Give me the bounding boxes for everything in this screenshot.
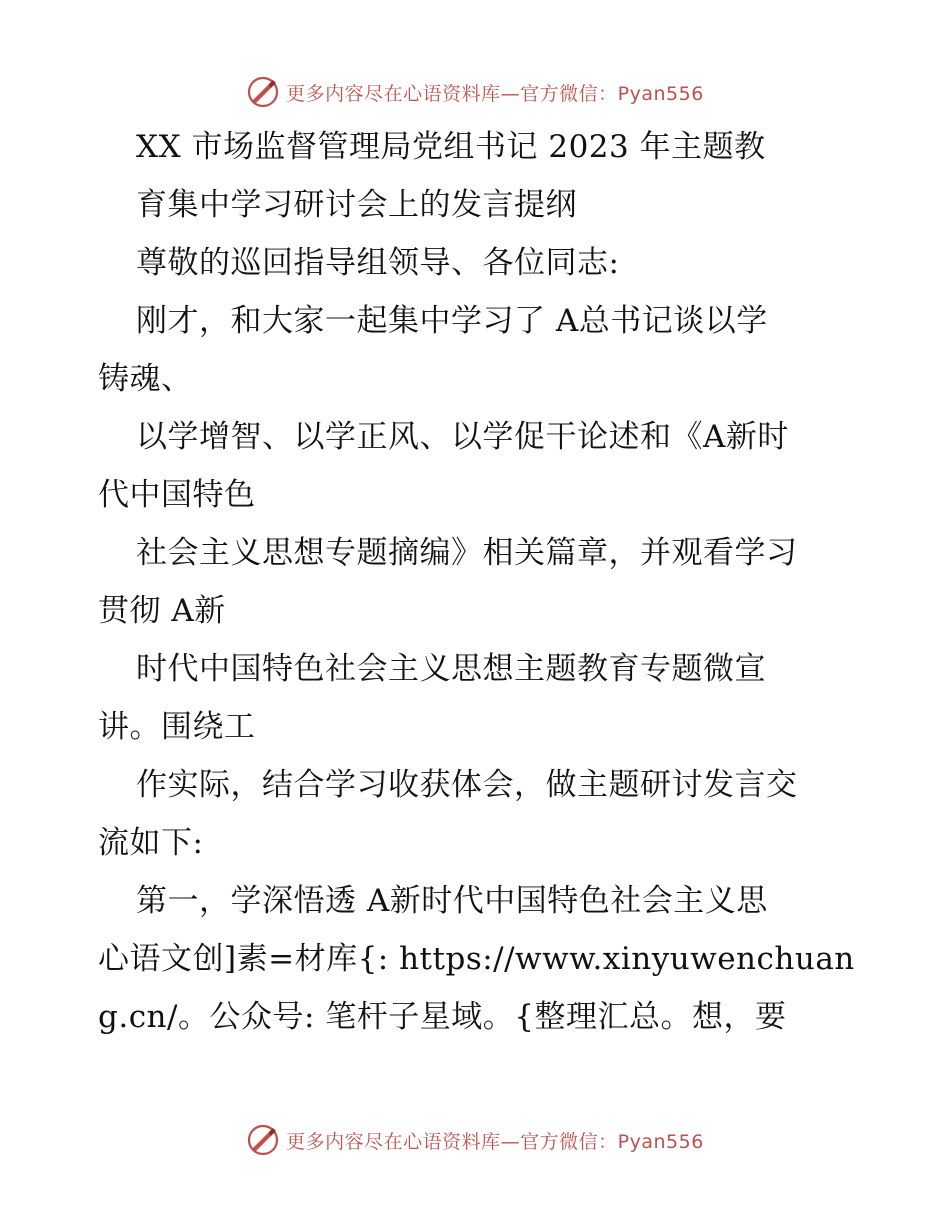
footer-banner-text: 更多内容尽在心语资料库—官方微信：Pyan556 bbox=[286, 1130, 704, 1153]
document-line: 育集中学习研讨会上的发言提纲 bbox=[136, 187, 577, 223]
document-line: 以学增智、以学正风、以学促干论述和《A新时 bbox=[136, 419, 789, 455]
document-line: 流如下: bbox=[98, 825, 204, 861]
document-line: 第一，学深悟透 A新时代中国特色社会主义思 bbox=[136, 883, 768, 919]
document-line: 尊敬的巡回指导组领导、各位同志: bbox=[136, 245, 620, 281]
document-line: 作实际，结合学习收获体会，做主题研讨发言交 bbox=[136, 767, 798, 803]
document-line: 社会主义思想专题摘编》相关篇章，并观看学习 bbox=[136, 535, 798, 571]
document-line: 贯彻 A新 bbox=[98, 593, 226, 629]
document-line: 心语文创]素=材库{: https://www.xinyuwenchuan bbox=[98, 941, 855, 977]
pen-circle-logo-icon bbox=[246, 75, 280, 109]
pen-circle-logo-icon bbox=[246, 1123, 280, 1157]
document-line: 时代中国特色社会主义思想主题教育专题微宣 bbox=[136, 651, 766, 687]
page-header-banner bbox=[0, 72, 950, 112]
document-line: 代中国特色 bbox=[98, 477, 256, 513]
document-line: XX 市场监督管理局党组书记 2023 年主题教 bbox=[136, 129, 766, 165]
document-line: 铸魂、 bbox=[98, 361, 193, 397]
document-line: 讲。围绕工 bbox=[98, 709, 256, 745]
header-banner-text: 更多内容尽在心语资料库—官方微信：Pyan556 bbox=[286, 82, 704, 105]
document-line: g.cn/。公众号: 笔杆子星域。{整理汇总。想，要 bbox=[98, 999, 787, 1035]
document-line: 刚才，和大家一起集中学习了 A总书记谈以学 bbox=[136, 303, 768, 339]
page-footer-banner bbox=[0, 1120, 950, 1160]
document-body bbox=[98, 118, 858, 1046]
